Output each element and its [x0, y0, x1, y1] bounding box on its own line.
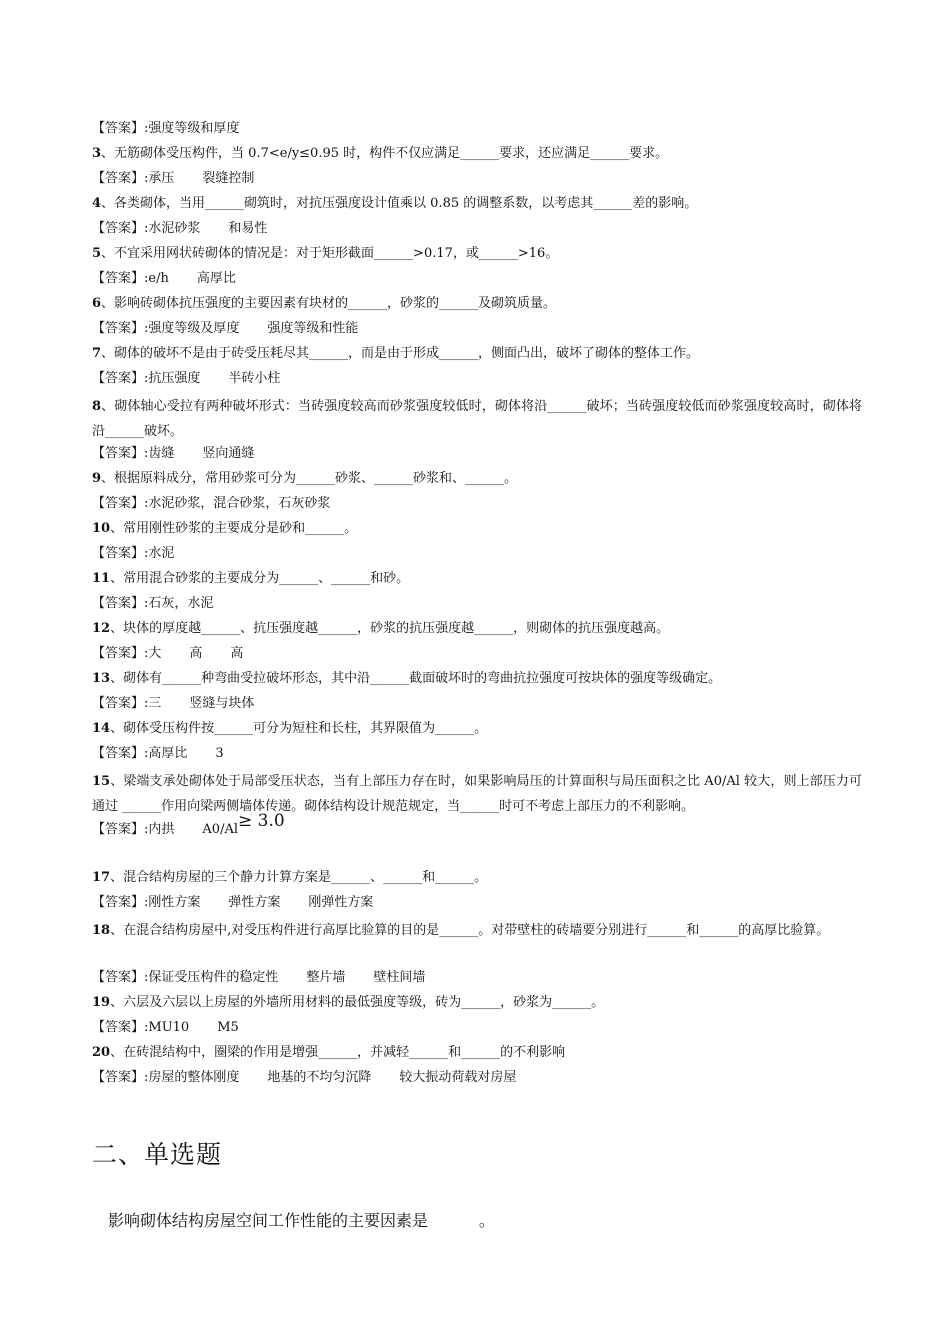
answer-value: 较大振动荷载对房屋 [399, 1070, 517, 1085]
answer-value: 高 [230, 646, 244, 661]
answer-label: 【答案】: [92, 121, 149, 136]
answer-value: 石灰，水泥 [148, 596, 214, 611]
answer-line [92, 644, 862, 664]
answer-value: 高 [189, 646, 203, 661]
answer-line [92, 811, 862, 840]
question-item-14 [92, 719, 862, 739]
answer-line [92, 893, 862, 913]
answer-value: 半砖小柱 [228, 371, 281, 386]
answer-label: 【答案】: [92, 496, 149, 511]
question-text: 、梁端支承处砌体处于局部受压状态，当有上部压力存在时，如果影响局压的计算面积与局压面积之比 A0/Al 较大，则上部压力可通过 ______作用向梁两侧墙体传递。砌体结构设计规范规定，当______时可不考虑上部压力的不利影响。 [92, 774, 862, 814]
question-item-18 [92, 918, 862, 943]
question-number: 18 [92, 923, 111, 938]
answer-label: 【答案】: [92, 895, 149, 910]
answer-value: 和易性 [228, 221, 268, 236]
question-item-12 [92, 619, 862, 639]
question-item-17 [92, 868, 862, 888]
question-item-3 [92, 144, 862, 164]
question-number: 13 [92, 671, 111, 686]
answer-value: 水泥砂浆 [148, 221, 201, 236]
answer-label: 【答案】: [92, 546, 149, 561]
answer-line [92, 744, 862, 764]
next-question-text: 影响砌体结构房屋空间工作性能的主要因素是 。 [108, 1211, 495, 1230]
question-number: 20 [92, 1045, 111, 1060]
question-text: 、不宜采用网状砖砌体的情况是：对于矩形截面______>0.17，或______>16。 [101, 246, 559, 261]
answer-label: 【答案】: [92, 646, 149, 661]
question-number: 11 [92, 571, 111, 586]
answer-line [92, 119, 862, 139]
answer-line [92, 219, 862, 239]
answer-label: 【答案】: [92, 1070, 149, 1085]
answer-line [92, 1068, 862, 1088]
answer-value: 水泥砂浆，混合砂浆，石灰砂浆 [148, 496, 331, 511]
question-number: 10 [92, 521, 111, 536]
question-number: 6 [92, 296, 102, 311]
answer-line [92, 494, 862, 514]
question-item-11 [92, 569, 862, 589]
answer-value: 地基的不均匀沉降 [267, 1070, 372, 1085]
section-heading: 二、单选题 [92, 1140, 223, 1169]
question-text: 、根据原料成分，常用砂浆可分为______砂浆、______砂浆和、______。 [101, 471, 518, 486]
question-item-9 [92, 469, 862, 489]
answer-value: 强度等级及厚度 [148, 321, 240, 336]
answer-label: 【答案】: [92, 822, 149, 837]
answer-line [92, 269, 862, 289]
question-text: 、六层及六层以上房屋的外墙所用材料的最低强度等级，砖为______，砂浆为______。 [110, 995, 605, 1010]
answer-value: 房屋的整体刚度 [148, 1070, 240, 1085]
question-text: 、无筋砌体受压构件，当 0.7<e/y≤0.95 时，构件不仅应满足______要求，还应满足______要求。 [101, 146, 669, 161]
answer-value: 齿缝 [148, 446, 175, 461]
answer-value: 内拱 [148, 822, 175, 837]
question-text: 、砌体有______种弯曲受拉破坏形态，其中沿______截面破坏时的弯曲抗拉强度可按块体的强度等级确定。 [110, 671, 722, 686]
answer-value: 竖向通缝 [202, 446, 255, 461]
answer-value: 刚性方案 [148, 895, 201, 910]
question-number: 14 [92, 721, 111, 736]
answer-line [92, 369, 862, 389]
answer-value: 承压 [148, 171, 175, 186]
question-item-5 [92, 244, 862, 264]
answer-label: 【答案】: [92, 746, 149, 761]
answer-label: 【答案】: [92, 696, 149, 711]
question-number: 5 [92, 246, 102, 261]
answer-line [92, 319, 862, 339]
question-number: 17 [92, 870, 111, 885]
answer-value: 裂缝控制 [202, 171, 255, 186]
answer-value: 强度等级和性能 [267, 321, 359, 336]
answer-label: 【答案】: [92, 970, 149, 985]
question-text: 、各类砌体，当用______砌筑时，对抗压强度设计值乘以 0.85 的调整系数，以考虑其______差的影响。 [101, 196, 698, 211]
question-text: 、在混合结构房屋中,对受压构件进行高厚比验算的目的是______。对带壁柱的砖墙要分别进行______和______的高厚比验算。 [110, 923, 830, 938]
answer-value: ≥ 3.0 [238, 811, 285, 831]
answer-value: 整片墙 [306, 970, 346, 985]
answer-label: 【答案】: [92, 221, 149, 236]
answer-value: 强度等级和厚度 [148, 121, 240, 136]
answer-label: 【答案】: [92, 1020, 149, 1035]
answer-label: 【答案】: [92, 596, 149, 611]
question-text: 、影响砖砌体抗压强度的主要因素有块材的______，砂浆的______及砌筑质量。 [101, 296, 557, 311]
answer-value: 高厚比 [148, 746, 188, 761]
question-item-15 [92, 769, 862, 819]
answer-value: M5 [217, 1020, 239, 1035]
answer-value: 水泥 [148, 546, 175, 561]
question-item-19 [92, 993, 862, 1013]
answer-line [92, 1018, 862, 1038]
answer-value: e/h [148, 271, 169, 286]
question-number: 7 [92, 346, 102, 361]
question-text: 、砌体的破坏不是由于砖受压耗尽其______，而是由于形成______，侧面凸出，破坏了砌体的整体工作。 [101, 346, 700, 361]
answer-line [92, 968, 862, 988]
answer-line [92, 694, 862, 714]
question-text: 、常用刚性砂浆的主要成分是砂和______。 [110, 521, 358, 536]
question-text: 、块体的厚度越______、抗压强度越______，砂浆的抗压强度越______，则砌体的抗压强度越高。 [110, 621, 670, 636]
answer-value: MU10 [148, 1020, 190, 1035]
question-text: 、混合结构房屋的三个静力计算方案是______、______和______。 [110, 870, 488, 885]
question-number: 9 [92, 471, 102, 486]
question-number: 4 [92, 196, 102, 211]
question-text: 、砌体受压构件按______可分为短柱和长柱，其界限值为______。 [110, 721, 488, 736]
answer-line [92, 594, 862, 614]
question-text: 、常用混合砂浆的主要成分为______、______和砂。 [110, 571, 410, 586]
question-item-20 [92, 1043, 862, 1063]
question-number: 12 [92, 621, 111, 636]
answer-line [92, 544, 862, 564]
question-item-4 [92, 194, 862, 214]
answer-label: 【答案】: [92, 321, 149, 336]
answer-value: A0/Al [202, 822, 238, 837]
answer-line [92, 444, 862, 464]
answer-label: 【答案】: [92, 171, 149, 186]
question-item-13 [92, 669, 862, 689]
answer-label: 【答案】: [92, 271, 149, 286]
answer-value: 竖缝与块体 [189, 696, 255, 711]
question-number: 19 [92, 995, 111, 1010]
answer-value: 壁柱间墙 [373, 970, 426, 985]
question-item-7 [92, 344, 862, 364]
answer-value: 大 [148, 646, 162, 661]
answer-value: 3 [215, 746, 224, 761]
answer-value: 弹性方案 [228, 895, 281, 910]
question-number: 8 [92, 399, 102, 414]
answer-value: 三 [148, 696, 162, 711]
answer-label: 【答案】: [92, 446, 149, 461]
question-item-10 [92, 519, 862, 539]
answer-line [92, 169, 862, 189]
answer-label: 【答案】: [92, 371, 149, 386]
question-item-8 [92, 394, 862, 444]
question-number: 15 [92, 774, 111, 789]
answer-value: 刚弹性方案 [308, 895, 374, 910]
question-text: 、砌体轴心受拉有两种破坏形式：当砖强度较高而砂浆强度较低时，砌体将沿______破坏；当砖强度较低而砂浆强度较高时，砌体将沿______破坏。 [92, 399, 862, 439]
answer-value: 抗压强度 [148, 371, 201, 386]
question-number: 3 [92, 146, 102, 161]
answer-value: 高厚比 [196, 271, 236, 286]
question-text: 、在砖混结构中，圈梁的作用是增强______，并减轻______和______的不利影响 [110, 1045, 566, 1060]
answer-value: 保证受压构件的稳定性 [148, 970, 279, 985]
question-item-6 [92, 294, 862, 314]
